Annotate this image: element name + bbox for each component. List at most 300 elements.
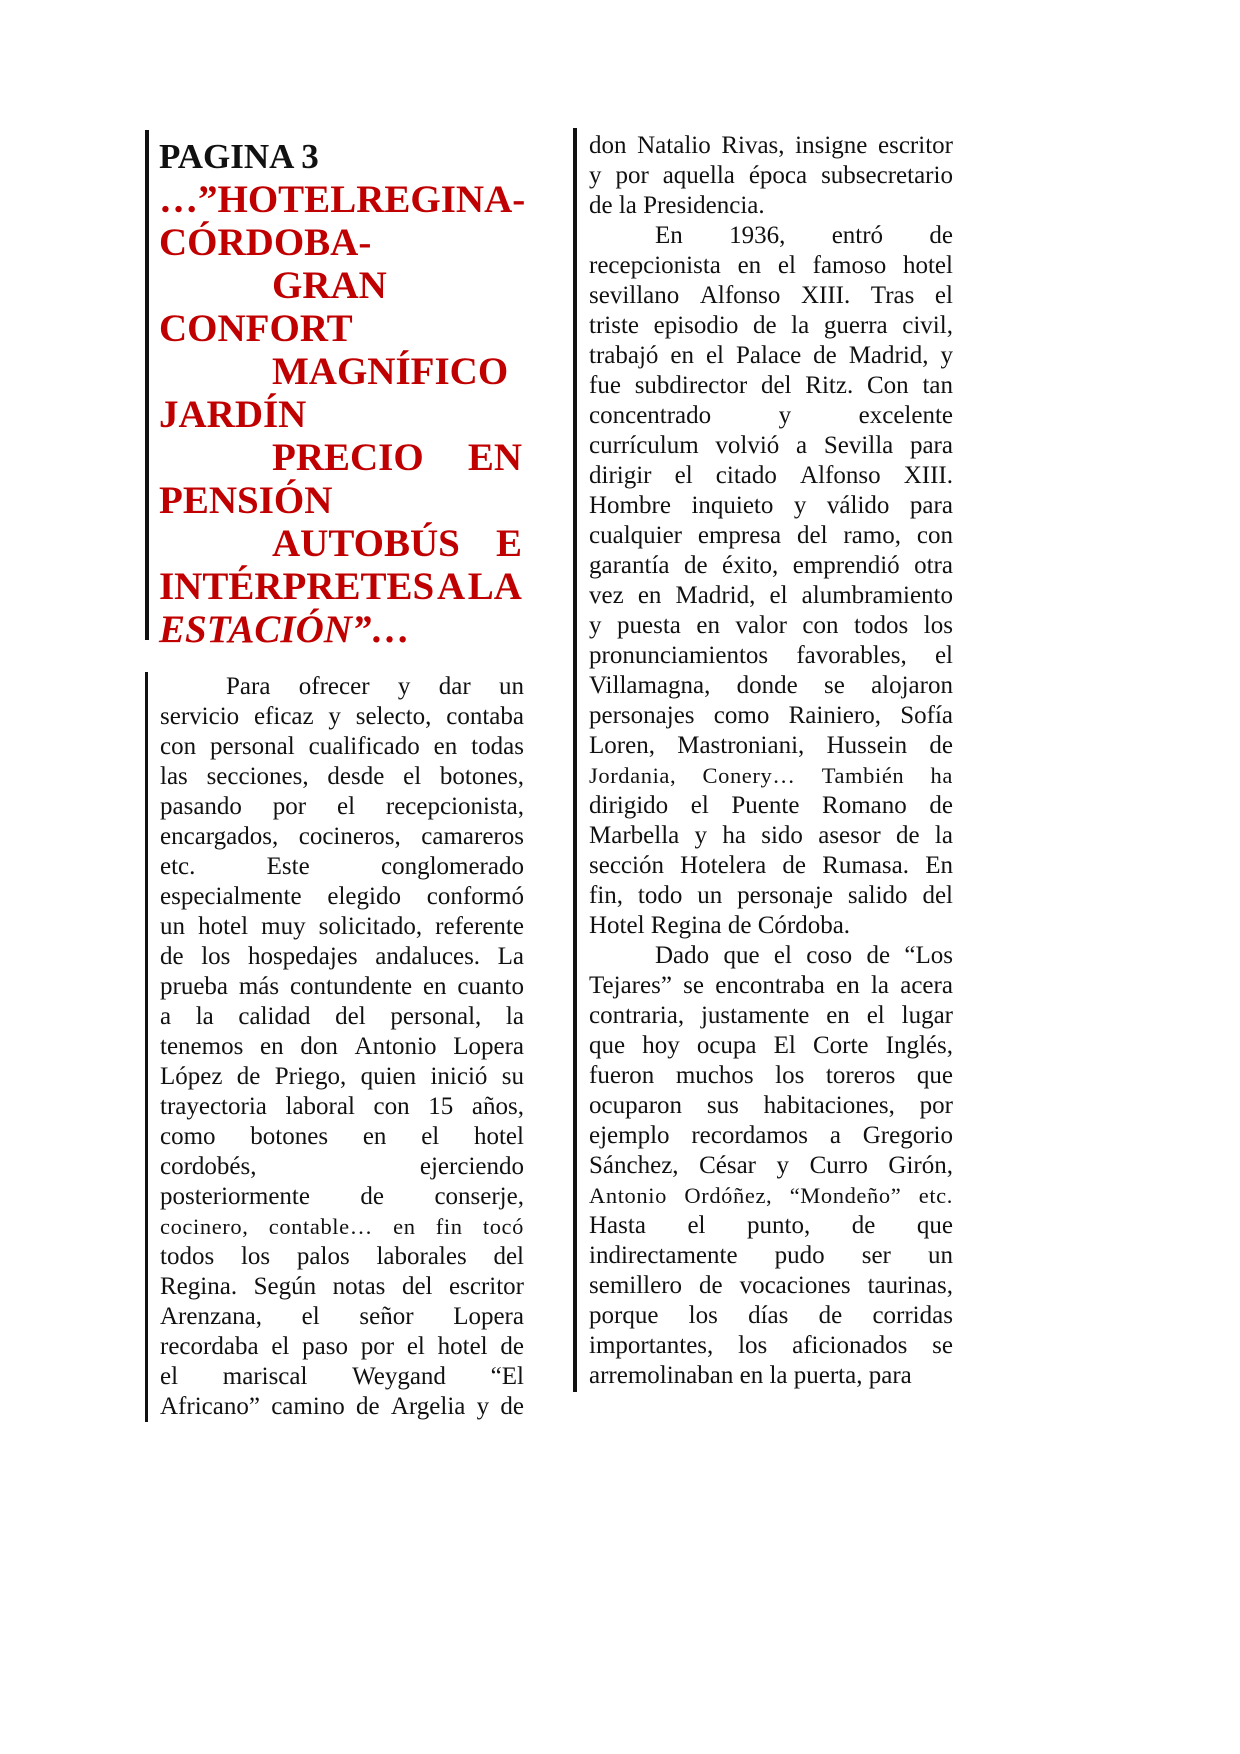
word: Madrid,	[675, 582, 756, 609]
word: con	[916, 522, 953, 549]
word: un	[927, 1242, 953, 1269]
headline-line: GRAN	[272, 264, 387, 307]
word: años,	[471, 1093, 524, 1120]
word: Corte	[812, 1032, 869, 1059]
word: laborales	[376, 1243, 467, 1270]
word: vocaciones	[739, 1272, 851, 1299]
text-line	[589, 731, 953, 761]
text-line	[589, 191, 953, 221]
text-line	[589, 491, 953, 521]
text-line	[589, 1061, 953, 1091]
word: empresa	[697, 522, 782, 549]
word: Rainiero,	[788, 702, 881, 729]
word: hotel	[473, 1123, 524, 1150]
word: y	[476, 1393, 490, 1420]
word: y	[940, 342, 953, 369]
word: Puente	[731, 792, 800, 819]
word: Palace	[735, 342, 802, 369]
word: dirigido	[589, 792, 669, 819]
word: del	[797, 522, 828, 549]
word: y	[589, 612, 602, 639]
headline-line: MAGNÍFICO	[272, 350, 509, 393]
word: Tras	[870, 282, 915, 309]
word: coso	[806, 942, 853, 969]
word: hotel	[198, 913, 249, 940]
word: tocó	[482, 1214, 524, 1239]
word: Este	[266, 853, 310, 880]
word: los	[688, 1302, 718, 1329]
word: insigne	[795, 132, 868, 159]
word: César	[699, 1152, 756, 1179]
word: éxito,	[722, 552, 779, 579]
word: 15	[428, 1093, 454, 1120]
text-line	[589, 611, 953, 641]
word: servicio	[160, 703, 240, 730]
word: Jordania,	[589, 763, 677, 788]
word: en	[670, 342, 694, 369]
word: por	[615, 162, 649, 189]
word: y	[776, 1152, 790, 1179]
word: y	[793, 492, 807, 519]
word: Alfonso	[800, 462, 881, 489]
word: subdirector	[634, 372, 748, 399]
text-line	[589, 1091, 953, 1121]
text-line	[589, 281, 953, 311]
word: paso	[302, 1333, 348, 1360]
word: Para	[226, 673, 271, 700]
word: puesta	[617, 612, 681, 639]
word: en	[696, 612, 721, 639]
word: La	[497, 943, 524, 970]
word: de	[896, 822, 920, 849]
word: Natalio	[637, 132, 711, 159]
word: trayectoria	[160, 1093, 267, 1120]
text-line	[160, 852, 524, 882]
headline-line: PENSIÓN	[159, 479, 333, 522]
word: ha	[722, 822, 746, 849]
word: cocinero,	[160, 1214, 249, 1239]
text-line	[160, 1212, 524, 1242]
word: en	[836, 972, 860, 999]
word: subsecretario	[821, 162, 953, 189]
word: de	[356, 1393, 380, 1420]
word: alojaron	[871, 672, 953, 699]
text-line	[160, 1122, 524, 1152]
text-line	[160, 1062, 524, 1092]
word: el	[406, 1333, 425, 1360]
text-line	[160, 1152, 524, 1182]
word: en	[260, 1033, 284, 1060]
word: laboral	[285, 1093, 355, 1120]
word: personajes	[589, 702, 695, 729]
word: Hotel Regina de Córdoba.	[589, 912, 851, 939]
word: semillero	[589, 1272, 683, 1299]
word: encargados,	[160, 823, 279, 850]
headline-line: CONFORT	[159, 307, 353, 350]
word: de	[752, 312, 777, 339]
text-line	[589, 851, 953, 881]
word: los	[201, 943, 231, 970]
word: pasando	[160, 793, 242, 820]
left-column-body	[145, 672, 525, 1422]
word: encontraba	[715, 972, 825, 999]
headline-line: CÓRDOBA-	[159, 221, 372, 264]
word: Con	[866, 372, 909, 399]
headline-word: EN	[467, 436, 522, 479]
word: en	[393, 1214, 416, 1239]
word: mariscal	[222, 1363, 308, 1390]
word: de	[500, 1333, 524, 1360]
word: Priego,	[274, 1063, 347, 1090]
word: Según	[253, 1273, 317, 1300]
word: elegido	[327, 883, 401, 910]
text-line	[589, 251, 953, 281]
word: Sofía	[900, 702, 953, 729]
word: Curro	[809, 1152, 868, 1179]
text-line	[589, 1271, 953, 1301]
text-line	[589, 1121, 953, 1151]
word: el	[271, 1333, 290, 1360]
text-line	[160, 762, 524, 792]
word: Lopera	[453, 1033, 524, 1060]
word: muy	[261, 913, 306, 940]
word: para	[909, 492, 953, 519]
text-line	[160, 1332, 524, 1362]
word: lugar	[901, 1002, 953, 1029]
word: pudo	[774, 1242, 825, 1269]
text-line	[160, 1032, 524, 1062]
word: XIII.	[800, 282, 851, 309]
word: excelente	[858, 402, 953, 429]
paragraph	[589, 131, 953, 1391]
word: Hussein	[826, 732, 908, 759]
headline-line	[159, 565, 522, 608]
word: donde	[736, 672, 798, 699]
word: y	[589, 162, 602, 189]
word: asesor	[818, 822, 881, 849]
word: civil,	[902, 312, 953, 339]
text-line	[589, 1361, 953, 1391]
word: corridas	[872, 1302, 953, 1329]
text-line	[589, 671, 953, 701]
headline-word: LA	[467, 565, 522, 608]
word: que	[723, 942, 760, 969]
word: contundente	[289, 973, 413, 1000]
word: del	[493, 1243, 524, 1270]
word: los	[775, 1062, 805, 1089]
word: habitaciones,	[763, 1092, 895, 1119]
text-line	[160, 1182, 524, 1212]
word: dar	[438, 673, 471, 700]
word: que	[589, 1032, 626, 1059]
word: Hotelera	[680, 852, 767, 879]
word: Conery…	[702, 763, 796, 788]
word: salido	[847, 882, 908, 909]
word: de	[818, 1302, 843, 1329]
word: de	[683, 552, 708, 579]
text-line	[160, 792, 524, 822]
word: currículum	[589, 432, 699, 459]
word: camareros	[421, 823, 524, 850]
text-line	[589, 401, 953, 431]
headline-line	[159, 436, 522, 479]
word: trabajó	[589, 342, 659, 369]
headline-line	[159, 178, 526, 221]
word: se	[932, 1332, 953, 1359]
word: toreros	[825, 1062, 896, 1089]
word: con	[373, 1093, 410, 1120]
word: en	[826, 1002, 850, 1029]
word: Alfonso	[699, 282, 781, 309]
word: citado	[715, 462, 777, 489]
text-line	[589, 221, 953, 251]
word: con	[160, 733, 197, 760]
word: el	[769, 582, 788, 609]
text-line	[589, 521, 953, 551]
word: alumbramiento	[801, 582, 953, 609]
word: Madrid,	[848, 342, 929, 369]
word: la	[791, 312, 810, 339]
word: y	[694, 822, 708, 849]
word: personaje	[737, 882, 833, 909]
text-line	[589, 941, 953, 971]
word: todas	[471, 733, 524, 760]
word: de	[360, 1183, 384, 1210]
text-line	[160, 732, 524, 762]
word: Hasta	[589, 1212, 646, 1239]
word: desde	[327, 763, 385, 790]
word: Romano	[822, 792, 907, 819]
text-line	[589, 341, 953, 371]
word: todo	[637, 882, 683, 909]
word: Arenzana,	[160, 1303, 263, 1330]
word: triste	[589, 312, 639, 339]
word: hospedajes	[247, 943, 358, 970]
headline-word: PRECIO	[272, 436, 424, 479]
word: especialmente	[160, 883, 302, 910]
word: el	[934, 642, 953, 669]
word: la	[505, 1003, 524, 1030]
word: ejerciendo	[419, 1153, 524, 1180]
word: Africano”	[160, 1393, 260, 1420]
word: fue	[589, 372, 621, 399]
word: Marbella	[589, 822, 680, 849]
word: su	[501, 1063, 524, 1090]
word: Girón,	[888, 1152, 953, 1179]
word: Inglés,	[885, 1032, 953, 1059]
word: Ordóñez,	[684, 1183, 773, 1208]
word: todos	[160, 1243, 215, 1270]
word: el	[160, 1363, 179, 1390]
word: como	[160, 1123, 216, 1150]
word: más	[238, 973, 280, 1000]
word: Mastroniani,	[677, 732, 805, 759]
word: que	[916, 1062, 953, 1089]
word: a	[160, 1003, 172, 1030]
text-line	[589, 641, 953, 671]
word: aficionados	[792, 1332, 908, 1359]
word: recordamos	[691, 1122, 808, 1149]
word: Weygand	[352, 1363, 446, 1390]
word: contable…	[268, 1214, 373, 1239]
headline-line: JARDÍN	[159, 393, 307, 436]
word: de	[500, 1393, 524, 1420]
word: 1936,	[729, 222, 786, 249]
word: conserje,	[434, 1183, 524, 1210]
word: recordaba	[160, 1333, 259, 1360]
word: arremolinaban en la puerta, para	[589, 1362, 912, 1389]
word: cualquier	[589, 522, 683, 549]
word: Villamagna,	[589, 672, 711, 699]
word: de	[160, 943, 184, 970]
word: el	[674, 462, 693, 489]
word: Lopera	[453, 1303, 524, 1330]
text-line	[589, 431, 953, 461]
headline-word: E	[495, 522, 522, 565]
text-line	[589, 1241, 953, 1271]
word: pronunciamientos	[589, 642, 769, 669]
text-line	[589, 701, 953, 731]
word: de	[782, 852, 807, 879]
word: los	[923, 612, 953, 639]
word: fueron	[589, 1062, 655, 1089]
word: los	[738, 1332, 768, 1359]
word: tenemos	[160, 1033, 244, 1060]
word: inició	[430, 1063, 488, 1090]
word: importantes,	[589, 1332, 714, 1359]
word: XIII.	[903, 462, 953, 489]
word: por	[272, 793, 307, 820]
text-line	[160, 702, 524, 732]
word: la	[870, 972, 889, 999]
word: porque	[589, 1302, 659, 1329]
word: Ritz.	[805, 372, 854, 399]
word: sección	[589, 852, 664, 879]
word: a	[796, 432, 808, 459]
word: volvió	[715, 432, 780, 459]
word: de	[236, 1063, 261, 1090]
word: hotel	[437, 1333, 488, 1360]
text-line	[589, 1331, 953, 1361]
word: cordobés,	[160, 1153, 257, 1180]
word: guerra	[823, 312, 888, 339]
headline-line: ESTACIÓN”…	[159, 608, 411, 651]
word: Gregorio	[862, 1122, 953, 1149]
word: señor	[359, 1303, 414, 1330]
word: eficaz	[253, 703, 314, 730]
word: botones	[250, 1123, 329, 1150]
word: días	[748, 1302, 789, 1329]
headline	[159, 178, 525, 651]
word: fin	[435, 1214, 463, 1239]
word: de	[866, 942, 891, 969]
text-line	[589, 551, 953, 581]
word: entró	[831, 222, 884, 249]
word: don	[300, 1033, 338, 1060]
word: favorables,	[796, 642, 907, 669]
word: de	[699, 1272, 723, 1299]
word: del	[335, 1003, 366, 1030]
word: contaba	[446, 703, 524, 730]
word: el	[687, 1212, 706, 1239]
text-line	[589, 791, 953, 821]
word: Regina.	[160, 1273, 238, 1300]
word: recepcionista	[589, 252, 721, 279]
word: escritor	[878, 132, 953, 159]
word: y	[778, 402, 792, 429]
word: También	[821, 763, 905, 788]
headline-word: AUTOBÚS	[272, 522, 460, 565]
text-line	[589, 371, 953, 401]
word: fin,	[589, 882, 624, 909]
word: conglomerado	[380, 853, 524, 880]
word: se	[683, 972, 704, 999]
word: punto,	[747, 1212, 811, 1239]
word: el	[773, 942, 792, 969]
word: de	[929, 792, 953, 819]
word: que	[916, 1212, 953, 1239]
word: don	[589, 132, 627, 159]
word: referente	[435, 913, 524, 940]
text-line	[160, 822, 524, 852]
word: concentrado	[589, 402, 712, 429]
word: en	[433, 733, 458, 760]
word: por	[360, 1333, 395, 1360]
text-line	[589, 821, 953, 851]
word: el	[866, 1002, 885, 1029]
word: “El	[490, 1363, 524, 1390]
title-block	[145, 130, 526, 651]
text-line	[160, 1242, 524, 1272]
word: muchos	[675, 1062, 754, 1089]
word: sido	[761, 822, 803, 849]
word: ramo,	[843, 522, 902, 549]
word: En	[655, 222, 683, 249]
word: ejemplo	[589, 1122, 670, 1149]
word: Antonio	[354, 1033, 437, 1060]
text-line	[589, 1181, 953, 1211]
word: ocupa	[696, 1032, 757, 1059]
word: como	[713, 702, 770, 729]
word: quien	[360, 1063, 417, 1090]
text-line	[160, 1002, 524, 1032]
word: con	[802, 612, 839, 639]
headline-word: …”HOTEL	[159, 178, 357, 221]
word: conformó	[426, 883, 524, 910]
word: botones,	[439, 763, 524, 790]
word: de	[813, 342, 837, 369]
word: se	[823, 672, 845, 699]
word: selecto,	[355, 703, 432, 730]
word: contraria,	[589, 1002, 685, 1029]
word: de	[929, 222, 953, 249]
text-line	[589, 461, 953, 491]
headline-word: INTÉRPRETES	[159, 565, 435, 608]
word: de	[851, 1212, 876, 1239]
word: calidad	[238, 1003, 311, 1030]
word: “Mondeño”	[789, 1183, 902, 1208]
word: cocineros,	[298, 823, 401, 850]
word: la	[934, 822, 953, 849]
word: a	[829, 1122, 841, 1149]
word: Antonio	[589, 1183, 667, 1208]
word: famoso	[812, 252, 887, 279]
headline-line	[159, 522, 522, 565]
word: personal	[210, 733, 295, 760]
word: cuanto	[457, 973, 524, 1000]
word: hoy	[642, 1032, 680, 1059]
word: aquella	[662, 162, 735, 189]
